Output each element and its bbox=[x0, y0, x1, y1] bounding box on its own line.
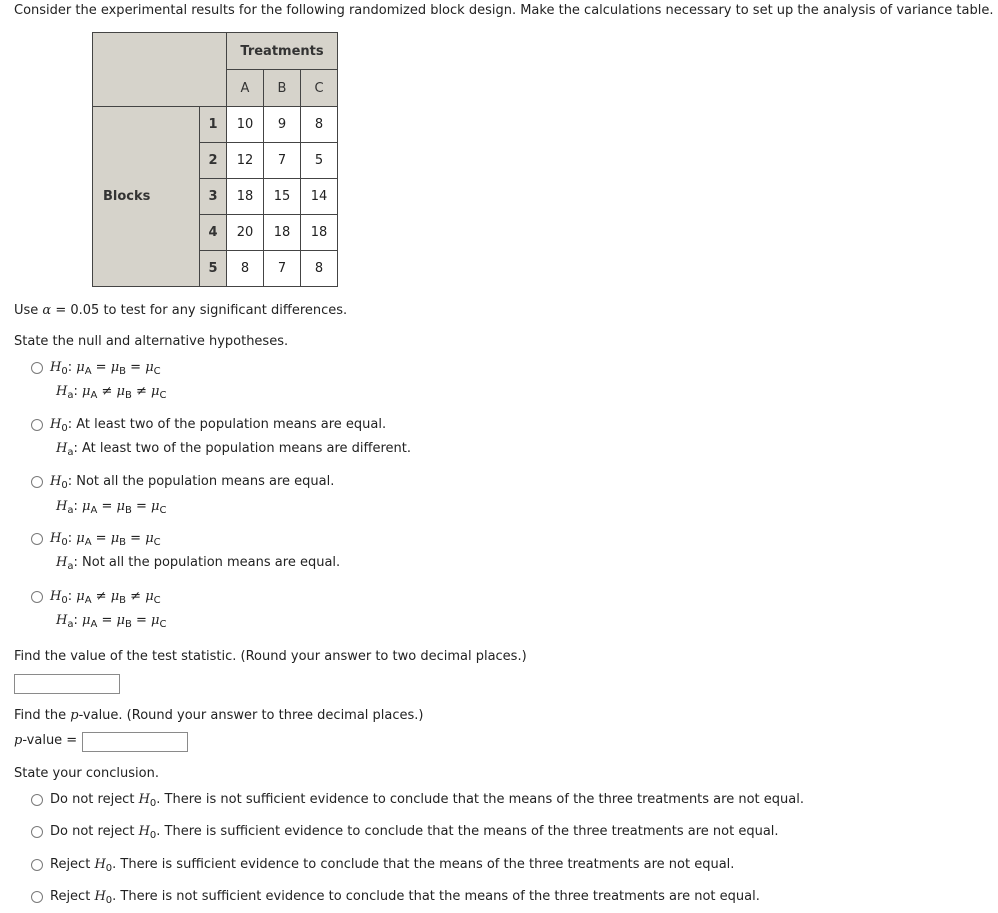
hypothesis-option-2-radio[interactable] bbox=[31, 419, 43, 431]
hypotheses-prompt: State the null and alternative hypotheses. bbox=[14, 334, 289, 349]
hypothesis-option-1-radio[interactable] bbox=[31, 362, 43, 374]
block-label: 3 bbox=[200, 179, 227, 215]
table-cell: 14 bbox=[301, 179, 338, 215]
column-header-b: B bbox=[264, 70, 301, 107]
table-cell: 18 bbox=[301, 215, 338, 251]
option-4-null: $H_0$: $\mu_A = \mu_B = \mu_C$ bbox=[50, 531, 161, 548]
option-5-alt: $H_a$: $\mu_A = \mu_B = \mu_C$ bbox=[56, 613, 167, 630]
table-cell: 18 bbox=[227, 179, 264, 215]
table-cell: 7 bbox=[264, 143, 301, 179]
option-5-null: $H_0$: $\mu_A \ne \mu_B \ne \mu_C$ bbox=[50, 589, 161, 606]
conclusion-option-1-radio[interactable] bbox=[31, 794, 43, 806]
table-cell: 10 bbox=[227, 107, 264, 143]
table-cell: 8 bbox=[301, 107, 338, 143]
column-header-c: C bbox=[301, 70, 338, 107]
hypothesis-option-3-radio[interactable] bbox=[31, 476, 43, 488]
table-cell: 8 bbox=[301, 251, 338, 287]
hypothesis-option-4-radio[interactable] bbox=[31, 533, 43, 545]
conclusion-option-3-text: Reject $H_0$. There is sufficient evidence to conclude that the means of the three treatments are not equal. bbox=[50, 857, 735, 874]
option-2-alt: $H_a$: At least two of the population means are different. bbox=[56, 441, 412, 458]
table-cell: 8 bbox=[227, 251, 264, 287]
treatments-header: Treatments bbox=[227, 33, 338, 70]
conclusion-option-2-radio[interactable] bbox=[31, 826, 43, 838]
test-statistic-prompt: Find the value of the test statistic. (Round your answer to two decimal places.) bbox=[14, 649, 527, 664]
p-value-input[interactable] bbox=[82, 732, 188, 752]
table-cell: 20 bbox=[227, 215, 264, 251]
conclusion-option-4-radio[interactable] bbox=[31, 891, 43, 903]
conclusion-option-3-radio[interactable] bbox=[31, 859, 43, 871]
p-value-label: p-value = bbox=[14, 733, 78, 748]
block-label: 4 bbox=[200, 215, 227, 251]
table-cell: 7 bbox=[264, 251, 301, 287]
option-2-null: $H_0$: At least two of the population means are equal. bbox=[50, 417, 387, 434]
option-1-null: $H_0$: $\mu_A = \mu_B = \mu_C$ bbox=[50, 360, 161, 377]
conclusion-option-4-text: Reject $H_0$. There is not sufficient evidence to conclude that the means of the three treatments are not equal. bbox=[50, 889, 760, 906]
option-1-alt: $H_a$: $\mu_A \ne \mu_B \ne \mu_C$ bbox=[56, 384, 167, 401]
conclusion-prompt: State your conclusion. bbox=[14, 766, 159, 781]
alpha-statement: Use α = 0.05 to test for any significant differences. bbox=[14, 303, 348, 318]
table-cell: 12 bbox=[227, 143, 264, 179]
alpha-symbol: α bbox=[42, 303, 52, 318]
block-label: 1 bbox=[200, 107, 227, 143]
conclusion-option-1-text: Do not reject $H_0$. There is not sufficient evidence to conclude that the means of the three treatments are not equal. bbox=[50, 792, 804, 809]
table-cell: 9 bbox=[264, 107, 301, 143]
option-4-alt: $H_a$: Not all the population means are equal. bbox=[56, 555, 341, 572]
table-cell: 18 bbox=[264, 215, 301, 251]
block-label: 2 bbox=[200, 143, 227, 179]
p-value-prompt: Find the p-value. (Round your answer to three decimal places.) bbox=[14, 708, 424, 723]
option-3-alt: $H_a$: $\mu_A = \mu_B = \mu_C$ bbox=[56, 499, 167, 516]
block-design-table bbox=[92, 32, 338, 287]
option-3-null: $H_0$: Not all the population means are equal. bbox=[50, 474, 335, 491]
conclusion-option-2-text: Do not reject $H_0$. There is sufficient evidence to conclude that the means of the three treatments are not equal. bbox=[50, 824, 779, 841]
table-cell: 15 bbox=[264, 179, 301, 215]
hypothesis-option-5-radio[interactable] bbox=[31, 591, 43, 603]
table-cell: 5 bbox=[301, 143, 338, 179]
blocks-header: Blocks bbox=[93, 107, 200, 287]
block-label: 5 bbox=[200, 251, 227, 287]
table-corner bbox=[93, 33, 227, 107]
question-intro: Consider the experimental results for the following randomized block design. Make the calculations necessary to set up the analysis of variance table. bbox=[14, 3, 994, 18]
test-statistic-input[interactable] bbox=[14, 674, 120, 694]
column-header-a: A bbox=[227, 70, 264, 107]
